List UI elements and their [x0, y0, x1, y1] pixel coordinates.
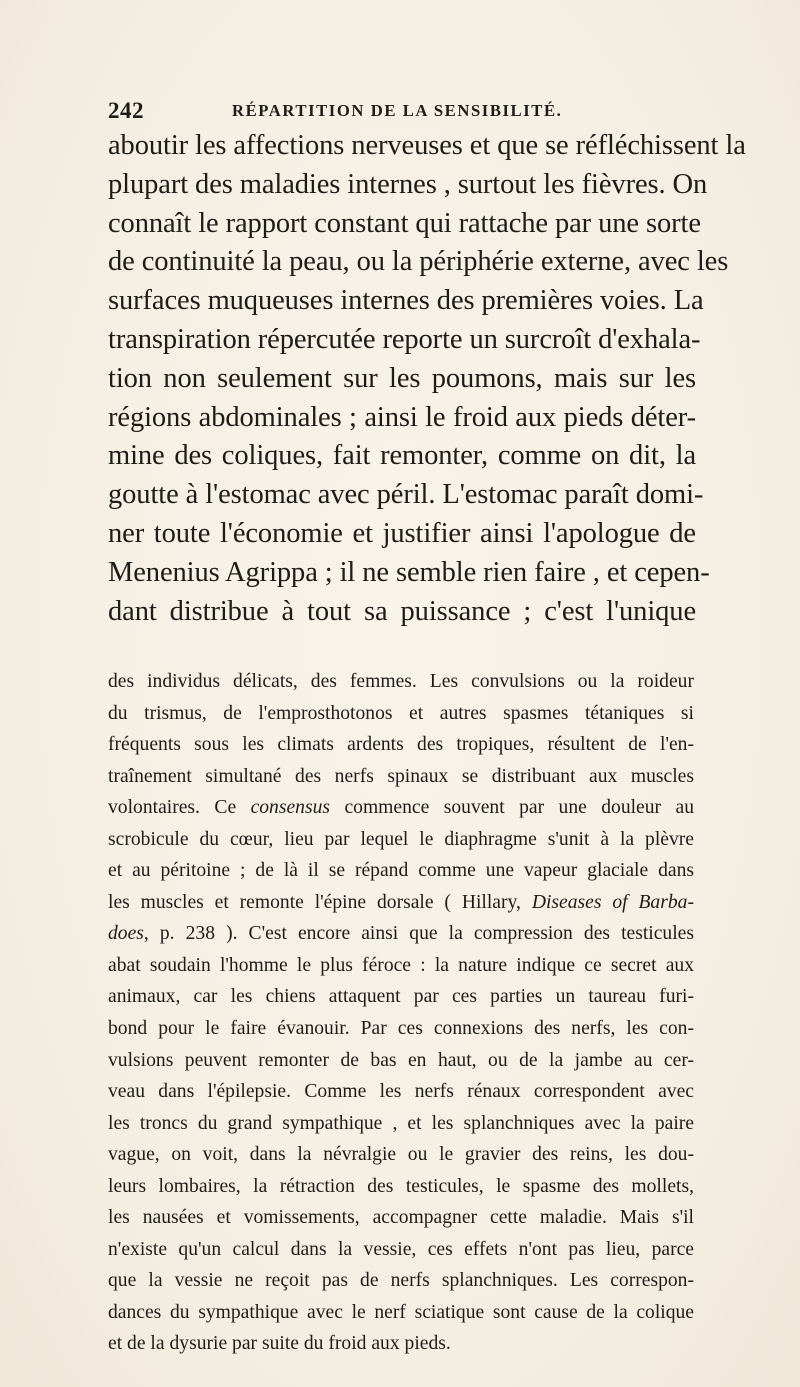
main-body-text — [108, 127, 746, 631]
body-line: connaît le rapport constant qui rattache par une sorte — [108, 207, 701, 239]
note-text: abat soudain l'homme le plus féroce : la nature indique ce secret aux — [108, 954, 694, 976]
note-italic-text: consensus — [250, 797, 331, 819]
note-line — [108, 1234, 694, 1266]
body-line: mine des coliques, fait remonter, comme on dit, la — [108, 440, 696, 472]
note-line — [108, 666, 694, 698]
body-line: goutte à l'estomac avec péril. L'estomac paraît domi- — [108, 479, 704, 511]
page-number: 242 — [108, 98, 144, 123]
note-line — [108, 950, 694, 982]
note-text: les troncs du grand sympathique , et les splanchniques avec la paire — [108, 1112, 694, 1134]
note-text: animaux, car les chiens attaquent par ces parties un taureau furi- — [108, 986, 694, 1008]
note-line — [108, 1076, 694, 1108]
note-text: des individus délicats, des femmes. Les convulsions ou la roideur — [108, 671, 694, 692]
note-italic-text: does — [108, 923, 144, 945]
footnote-text — [108, 666, 694, 1360]
body-line: transpiration répercutée reporte un surcroît d'exhala- — [108, 323, 701, 355]
note-text: les nausées et vomissements, accompagner cette maladie. Mais s'il — [108, 1207, 694, 1229]
note-text: les muscles et remonte l'épine dorsale ( Hillary, — [108, 891, 532, 913]
running-title: RÉPARTITION DE LA SENSIBILITÉ. — [232, 101, 563, 120]
note-line — [108, 1265, 694, 1297]
body-line: ner toute l'économie et justifier ainsi l'apologue de — [108, 517, 696, 549]
note-text: dances du sympathique avec le nerf sciatique sont cause de la colique — [108, 1301, 694, 1323]
note-line — [108, 1139, 694, 1171]
note-text: vulsions peuvent remonter de bas en haut, ou de la jambe au cer- — [108, 1049, 694, 1071]
note-line — [108, 1202, 694, 1234]
note-line — [108, 729, 694, 761]
note-line — [108, 1108, 694, 1140]
note-line — [108, 792, 694, 824]
body-line: régions abdominales ; ainsi le froid aux pieds déter- — [108, 401, 696, 433]
note-text: traînement simultané des nerfs spinaux se distribuant aux muscles — [108, 765, 694, 787]
note-text: du trismus, de l'emprosthotonos et autres spasmes tétaniques si — [108, 702, 694, 724]
note-line — [108, 981, 694, 1013]
note-line — [108, 824, 694, 856]
note-text: leurs lombaires, la rétraction des testicules, le spasme des mollets, — [108, 1175, 694, 1197]
note-text: n'existe qu'un calcul dans la vessie, ces effets n'ont pas lieu, parce — [108, 1238, 694, 1260]
body-line: tion non seulement sur les poumons, mais sur les — [108, 362, 696, 394]
note-text: bond pour le faire évanouir. Par ces connexions des nerfs, les con- — [108, 1018, 694, 1040]
note-text: , p. 238 ). C'est encore ainsi que la compression des testicules — [143, 923, 694, 945]
note-line — [108, 698, 694, 730]
running-head — [108, 98, 696, 126]
note-line — [108, 1328, 694, 1360]
body-line: plupart des maladies internes , surtout les fièvres. On — [108, 168, 708, 200]
body-line: de continuité la peau, ou la périphérie externe, avec les — [108, 246, 729, 278]
note-line — [108, 855, 694, 887]
note-text: vague, on voit, dans la névralgie ou le gravier des reins, les dou- — [108, 1144, 694, 1166]
note-line — [108, 1297, 694, 1329]
note-text: et au péritoine ; de là il se répand comme une vapeur glaciale dans — [108, 860, 694, 882]
note-line — [108, 1171, 694, 1203]
body-line: aboutir les affections nerveuses et que se réfléchissent la — [108, 130, 746, 161]
note-text: scrobicule du cœur, lieu par lequel le diaphragme s'unit à la plèvre — [108, 828, 694, 850]
note-text: et de la dysurie par suite du froid aux pieds. — [108, 1333, 451, 1355]
note-text: volontaires. Ce — [108, 797, 251, 819]
body-line: surfaces muqueuses internes des premières voies. La — [108, 285, 704, 317]
note-text: veau dans l'épilepsie. Comme les nerfs rénaux correspondent avec — [108, 1081, 694, 1103]
note-line — [108, 887, 694, 919]
note-text: fréquents sous les climats ardents des tropiques, résultent de l'en- — [108, 734, 694, 756]
note-line — [108, 761, 694, 793]
body-line: Menenius Agrippa ; il ne semble rien faire , et cepen- — [108, 556, 710, 588]
note-text: que la vessie ne reçoit pas de nerfs splanchniques. Les correspon- — [108, 1270, 694, 1292]
note-line — [108, 1013, 694, 1045]
note-italic-text: Diseases of Barba- — [531, 891, 694, 913]
note-text: commence souvent par une douleur au — [330, 797, 694, 819]
body-line: dant distribue à tout sa puissance ; c'est l'unique — [108, 595, 696, 627]
note-line — [108, 918, 694, 950]
note-line — [108, 1045, 694, 1077]
